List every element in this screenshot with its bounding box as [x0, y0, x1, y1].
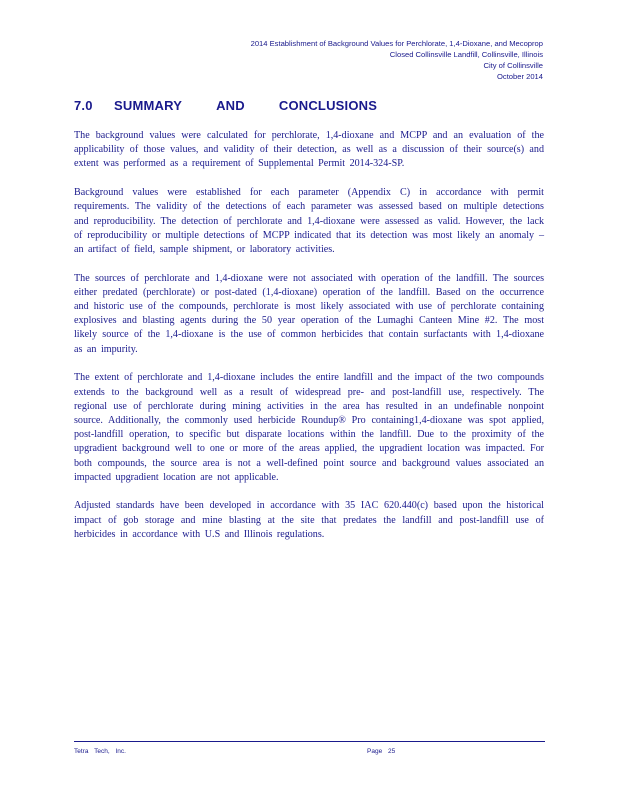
footer-page-number: Page 25: [367, 748, 396, 755]
paragraph-background-values: Background values were established for each parameter (Appendix C) in accordance with permit requirements. The validity of the detections of each parameter was assessed based on multiple detections and reproducibility. The detection of perchlorate and 1,4-dioxane were assessed as valid. However, the lack of reproducibility or multiple detections of MCPP indicated that its detection was most likely an anomaly – an artifact of field, sample shipment, or laboratory activities.: [74, 187, 544, 255]
running-header: [183, 38, 543, 82]
section-title-word-1: SUMMARY: [114, 98, 183, 113]
header-site-name: Closed Collinsville Landfill, Collinsville, Illinois: [389, 50, 543, 59]
paragraph-adjusted-standards: Adjusted standards have been developed in accordance with 35 IAC 620.440(c) based upon the historical impact of gob storage and mine blasting at the site that predates the landfill and post-landfill use of herbicides in accordance with U.S and Illinois regulations.: [74, 500, 544, 540]
header-client: City of Collinsville: [483, 61, 543, 70]
paragraph-sources: The sources of perchlorate and 1,4-dioxane were not associated with operation of the landfill. The sources either predated (perchlorate) or post-dated (1,4-dioxane) operation of the landfill. Based on the occurrence and historic use of the compounds, perchlorate is most likely associated with use of perchlorate containing explosives and blasting agents during the 50 year operation of the Lumaghi Canteen Mine #2. The most likely source of the 1,4-dioxane is the use of common herbicides that contain surfactants with 1,4-dioxane as an impurity.: [74, 272, 544, 355]
paragraph-intro: The background values were calculated for perchlorate, 1,4-dioxane and MCPP and an evaluation of the applicability of those values, and validity of their detection, as well as a discussion of their source(s) and extent was performed as a requirement of Supplemental Permit 2014-324-SP.: [74, 130, 544, 170]
header-report-title: 2014 Establishment of Background Values for Perchlorate, 1,4-Dioxane, and Mecoprop: [250, 39, 543, 48]
section-heading: [74, 98, 377, 113]
section-body: [74, 129, 544, 557]
footer-divider: [74, 741, 545, 742]
footer-company: Tetra Tech, Inc.: [74, 748, 126, 755]
section-number: 7.0: [74, 98, 93, 113]
section-title-word-2: AND: [216, 98, 245, 113]
paragraph-extent: The extent of perchlorate and 1,4-dioxane includes the entire landfill and the impact of the two compounds extends to the background well as a result of widespread pre- and post-landfill use, respectively. The regional use of perchlorate during mining activities in the area has resulted in an undefinable nonpoint source. Additionally, the commonly used herbicide Roundup® Pro containing1,4-dioxane was spot applied, post-landfill operation, to specific but disparate locations within the landfill. Due to the proximity of the upgradient background well to one or more of the areas applied, the upgradient location was impacted. For both compounds, the source area is not a well-defined point source and background values associated an impacted upgradient location are not applicable.: [74, 372, 544, 483]
section-title-word-3: CONCLUSIONS: [278, 98, 378, 113]
header-date: October 2014: [496, 72, 543, 81]
